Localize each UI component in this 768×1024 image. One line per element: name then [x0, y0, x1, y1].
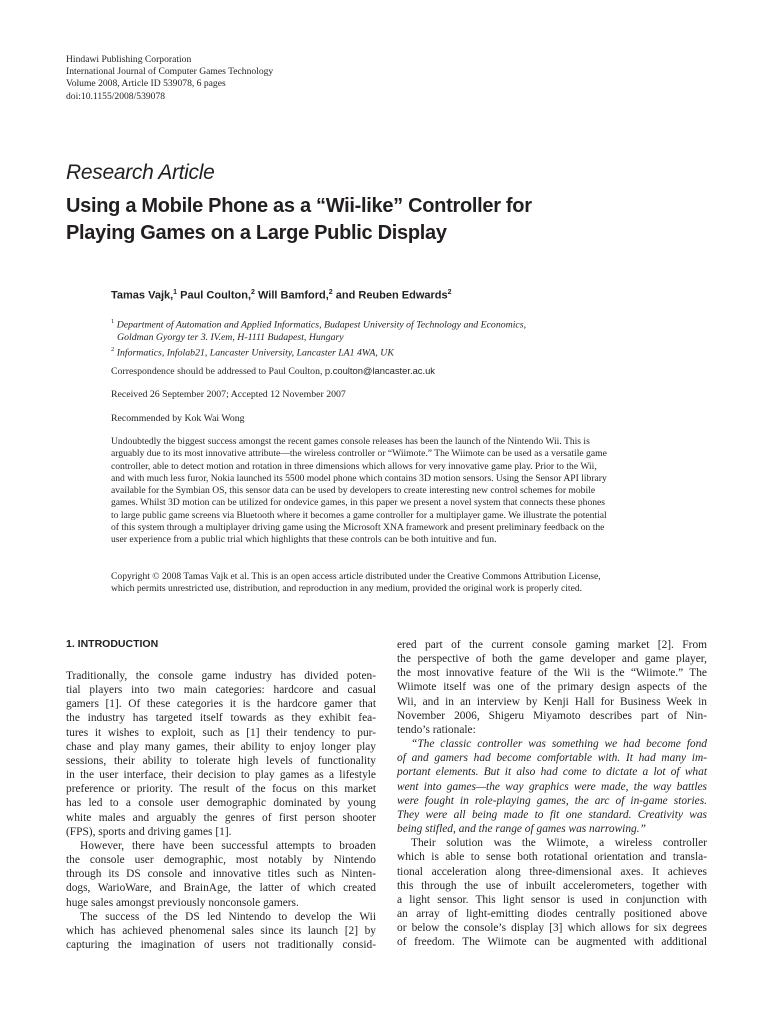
body-text-line: a light sensor. This light sensor is used in conjunction with — [397, 893, 707, 906]
affiliation-text: Goldman Gyorgy ter 3. IV.em, H-1111 Budapest, Hungary — [117, 331, 344, 343]
body-text-line: Traditionally, the console game industry has divided poten- — [66, 670, 376, 682]
journal-name: International Journal of Computer Games Technology — [66, 66, 274, 78]
right-text-column — [397, 638, 707, 949]
author-list — [111, 289, 452, 302]
body-text-line: or below the console’s display [3] which allows for six degrees — [397, 922, 707, 935]
affiliation-line — [111, 316, 526, 332]
body-text-line: “The classic controller was something we had become fond — [411, 738, 707, 751]
publisher-name: Hindawi Publishing Corporation — [66, 54, 192, 65]
author-name: Paul Coulton, — [177, 289, 252, 302]
body-text-line: tial players into two main categories: hardcore and casual — [66, 684, 376, 697]
title-line: Playing Games on a Large Public Display — [66, 222, 447, 244]
copyright-notice — [111, 571, 707, 596]
body-text-line: The success of the DS led Nintendo to develop the Wii — [80, 910, 376, 923]
body-text-line: capturing the imagination of users not traditionally consid- — [66, 938, 376, 951]
body-text-line: Their solution was the Wiimote, a wireless controller — [411, 837, 707, 850]
body-text-line: tures it wishes to exploit, such as [1] their tendency to pur- — [66, 726, 376, 739]
journal-masthead — [66, 54, 273, 103]
affiliation-marker: 2 — [251, 289, 255, 296]
body-text-line: the most innovative feature of the Wii is the “Wiimote.” The — [397, 667, 707, 680]
author-name: Tamas Vajk, — [111, 289, 174, 302]
copyright-line: which permits unrestricted use, distribution, and reproduction in any medium, provided the original work is properly cited. — [111, 583, 583, 595]
abstract — [111, 436, 707, 547]
body-text-line: this through the use of inbuilt accelerometers, together with — [397, 879, 707, 892]
correspondence-email-link[interactable]: p.coulton@lancaster.ac.uk — [324, 365, 435, 376]
abstract-line: to large public game screens via Bluetooth where it becomes a game controller for a multiplayer game. We illustrate the potential — [111, 509, 607, 521]
correspondence-text: Correspondence should be addressed to Paul Coulton, — [111, 366, 325, 377]
affiliation-text: Department of Automation and Applied Informatics, Budapest University of Technology and Economics, — [114, 319, 527, 331]
affiliation-number: 2 — [111, 346, 115, 354]
abstract-line: available for the Symbian OS, this sensor data can be used by developers to create interesting new control schemes for mobile — [111, 485, 596, 497]
article-type: Research Article — [66, 161, 215, 184]
body-text-line: They were all being made to fit one standard. Creativity was — [397, 808, 707, 821]
body-text-line: an array of light-emitting diodes centrally positioned above — [397, 907, 707, 920]
body-text-line: were fought in role-playing games, the arc of in-game stories. — [397, 794, 707, 807]
received-dates: Received 26 September 2007; Accepted 12 November 2007 — [111, 389, 346, 400]
affiliation-line — [111, 344, 526, 360]
body-text-line: the console user demographic, most notably by Nintendo — [66, 854, 376, 867]
body-text-line: went into games—the way graphics were made, the way battles — [397, 780, 707, 793]
body-text-line: chase and play many games, their ability to enjoy longer play — [66, 740, 376, 753]
section-heading-introduction: 1. INTRODUCTION — [66, 638, 159, 650]
body-text-line: which has achieved phenomenal sales since its launch [2] by — [66, 924, 376, 937]
abstract-line: controller, able to detect motion and rotation in three dimensions which allows for very innovative game play. Prior to the Wii, — [111, 460, 597, 472]
abstract-line: and with much less furor, Nokia launched its 5500 model phone which contains 3D motion sensors. Using the Sensor API library — [111, 472, 607, 484]
recommended-by: Recommended by Kok Wai Wong — [111, 413, 245, 424]
body-text-line: of freedom. The Wiimote can be augmented with additional — [397, 936, 707, 949]
body-text-line: sessions, their ability to tolerate high levels of functionality — [66, 754, 376, 767]
body-text-line: white males and arguably the genres of first person shooter — [66, 811, 376, 824]
body-text-line: tional acceleration along three-dimensional axes. It achieves — [397, 865, 707, 878]
body-text-line: Wii, and in an interview by Kenji Hall for Business Week in — [397, 695, 707, 708]
body-text-line: tendo’s rationale: — [397, 723, 476, 736]
affiliation-marker: 2 — [328, 289, 333, 296]
left-text-column — [66, 669, 376, 952]
author-name: Will Bamford, — [254, 289, 329, 302]
affiliation-text: Informatics, Infolab21, Lancaster University, Lancaster LA1 4WA, UK — [114, 347, 394, 359]
body-text-line: being stifled, and the range of games was narrowing.” — [397, 823, 646, 836]
body-text-line: dogs, WarioWare, and BrainAge, the latter of which created — [66, 882, 376, 895]
volume-info: Volume 2008, Article ID 539078, 6 pages — [66, 78, 226, 90]
affiliation-marker: 2 — [447, 289, 452, 296]
author-name: and Reuben Edwards — [332, 289, 448, 302]
body-text-line: Wiimote itself was one of the primary design aspects of the — [397, 681, 707, 694]
body-text-line: which is able to sense both rotational orientation and transla- — [397, 851, 707, 864]
affiliation-number: 1 — [111, 318, 115, 325]
body-text-line: November 2006, Shigeru Miyamoto describes part of Nin- — [397, 709, 707, 722]
abstract-line: games. Whilst 3D motion can be utilized for ondevice games, in this paper we present a novel system that connects these phones — [111, 497, 606, 509]
body-text-line: (FPS), sports and driving games [1]. — [66, 825, 232, 838]
title-line: Using a Mobile Phone as a “Wii-like” Controller for — [66, 195, 532, 217]
body-text-line: portant elements. But it also had come to dictate a lot of what — [397, 766, 707, 779]
body-text-line: of and gamers had become comfortable with. It had many im- — [397, 752, 707, 765]
body-text-line: ered part of the current console gaming market [2]. From — [397, 639, 707, 651]
body-text-line: through its DS console and innovative titles such as Ninten- — [66, 868, 376, 881]
body-text-line: huge sales amongst previously nonconsole gamers. — [66, 896, 299, 909]
body-text-line: has led to a console user demographic dominated by young — [66, 797, 376, 810]
affiliations — [111, 316, 526, 360]
correspondence — [111, 365, 435, 377]
paper-title — [66, 193, 706, 247]
abstract-line: user experience from a public trial which highlights that these controls can be both intuitive and fun. — [111, 534, 497, 546]
abstract-line: Undoubtedly the biggest success amongst the recent games console releases has been the launch of the Nintendo Wii. This is — [111, 436, 590, 447]
doi: doi:10.1155/2008/539078 — [66, 90, 166, 102]
abstract-line: of this system through a multiplayer driving game using the Microsoft XNA framework and present preliminary feedback on the — [111, 522, 605, 534]
affiliation-marker: 1 — [173, 289, 178, 296]
body-text-line: the industry has targeted itself towards as they exhibit fea- — [66, 712, 376, 725]
body-text-line: preference or priority. The result of the focus on this market — [66, 783, 376, 796]
body-text-line: However, there have been successful attempts to broaden — [80, 839, 376, 852]
body-text-line: the perspective of both the game developer and game player, — [397, 653, 707, 666]
body-text-line: in the user interface, their decision to play games as a lifestyle — [66, 769, 376, 782]
affiliation-line — [111, 332, 526, 345]
abstract-line: arguably due to its most innovative attribute—the wireless controller or “Wiimote.” The Wiimote can be used as a versatile game — [111, 448, 607, 460]
body-text-line: gamers [1]. Of these categories it is the hardcore gamer that — [66, 698, 376, 711]
copyright-line: Copyright © 2008 Tamas Vajk et al. This is an open access article distributed under the Creative Commons Attribution License, — [111, 571, 601, 582]
